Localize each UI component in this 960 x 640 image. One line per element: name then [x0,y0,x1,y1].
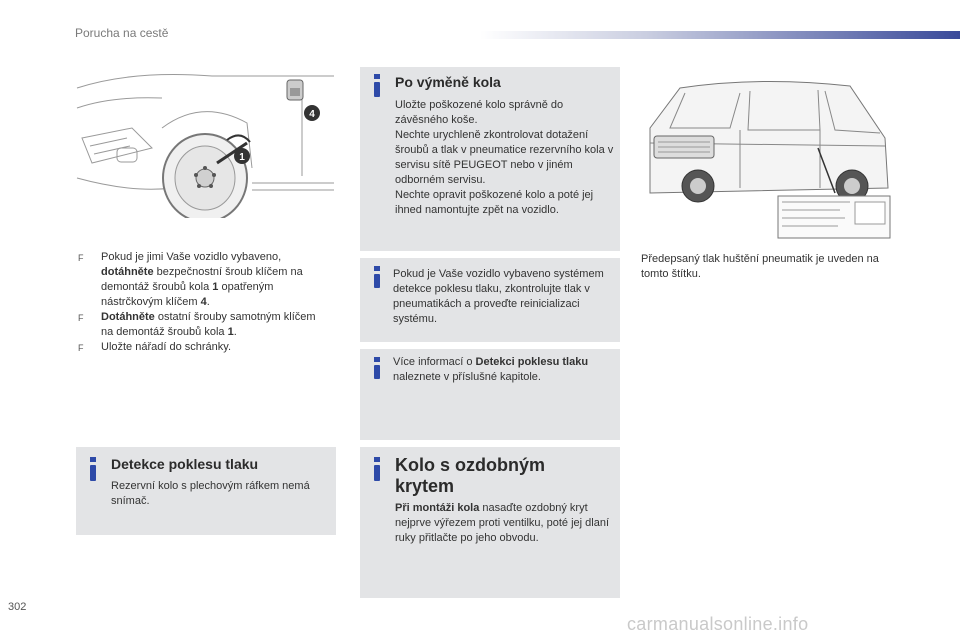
info-box-after-wheel-change [360,67,620,251]
box-title: Po výměně kola [395,74,501,90]
bullet-icon: F [78,313,84,323]
info-icon [374,465,380,481]
van-tyre-label-illustration [640,68,900,240]
box-body: Při montáži kola nasaďte ozdobný kryt nejprve výřezem proti ventilku, poté jej dlaní ruky přitlačte po jeho obvodu. [395,502,609,544]
section-title: Porucha na cestě [75,26,169,40]
info-icon [374,274,380,288]
list-item: F Uložte nářadí do schránky. [78,340,328,355]
watermark-text: carmanualsonline.info [627,614,809,634]
box-body: Více informací o Detekci poklesu tlaku naleznete v příslušné kapitole. [393,356,589,383]
header-gradient-bar [480,31,960,39]
box-title: Kolo s ozdobným krytem [395,455,545,496]
callout-4-label: 4 [309,109,315,120]
callout-1-label: 1 [239,152,245,163]
info-icon [374,365,380,379]
info-box-wheel-trim [360,447,620,598]
wheel-mounting-illustration [72,68,334,218]
info-box-more-info [360,349,620,440]
box-body: Pokud je Vaše vozidlo vybaveno systémem detekce poklesu tlaku, zkontrolujte tlak v pneumatikách a proveďte reinicializaci systému. [393,268,604,325]
bullet-icon: F [78,343,84,353]
page-number: 302 [8,601,27,613]
bullet-icon: F [78,253,84,263]
list-item: F Pokud je jimi Vaše vozidlo vybaveno, dotáhněte bezpečnostní šroub klíčem na demontáž šroubů kola 1 opatřeným nástrčkovým klíčem 4. [78,251,303,308]
box-body: Uložte poškozené kolo správně do závěsného koše. Nechte urychleně zkontrolovat dotažení šroubů a tlak v pneumatice rezervního kola v servisu sítě PEUGEOT nebo v jiném odborném servisu. Nechte opravit poškozené kolo a poté jej ihned namontujte zpět na vozidlo. [395,99,614,216]
box-body: Rezervní kolo s plechovým ráfkem nemá snímač. [111,480,310,507]
info-icon [90,465,96,481]
info-icon [374,82,380,97]
info-box-pressure-detection [76,447,336,535]
instruction-list [78,250,328,355]
tyre-label-caption: Předepsaný tlak huštění pneumatik je uveden na tomto štítku. [641,253,879,280]
info-box-tpms-reset [360,258,620,342]
list-item: F Dotáhněte ostatní šrouby samotným klíčem na demontáž šroubů kola 1. [78,311,316,338]
box-title: Detekce poklesu tlaku [111,456,259,472]
